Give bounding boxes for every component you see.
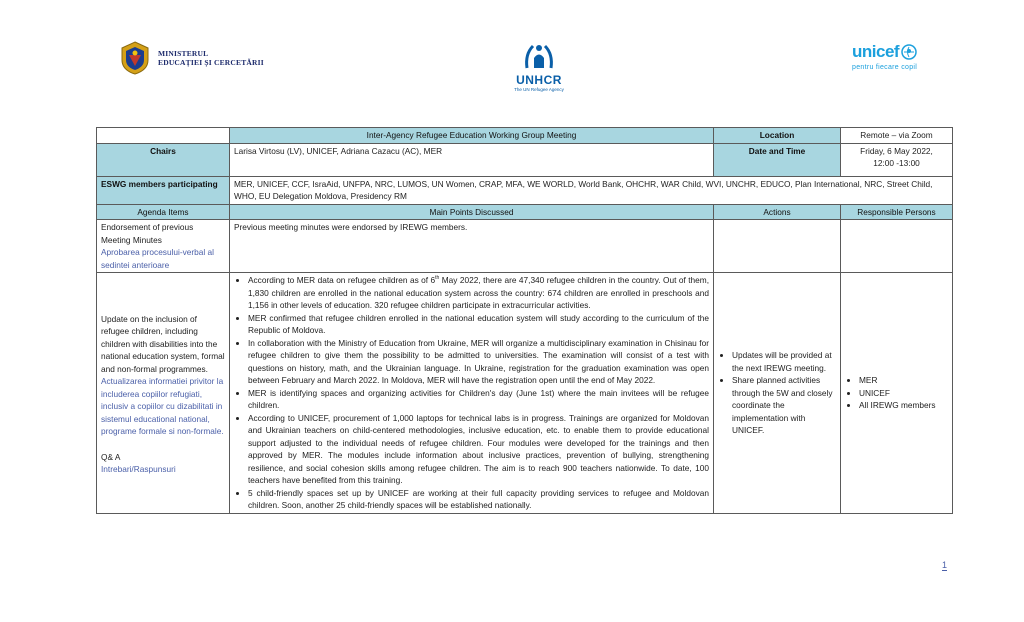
agenda-item-inclusion-ro: Actualizarea informatiei privitor la includerea copiilor refugiati, inclusiv a copiilor cu dizabilitati in sistemul educational national, programe formale si non-formale.: [101, 376, 224, 437]
members-row: [97, 176, 953, 204]
actions-list: [718, 349, 836, 437]
time-value: 12:00 -13:00: [873, 158, 920, 168]
title-row: [97, 128, 953, 144]
unicef-tagline: pentru fiecare copil: [852, 64, 918, 71]
ministry-name-line2: EDUCAȚIEI ȘI CERCETĂRII: [158, 58, 264, 67]
column-header-row: [97, 204, 953, 220]
list-item: • MER confirmed that refugee children enrolled in the national education system will study according to the curriculum of the Republic of Moldova.: [248, 312, 709, 337]
responsible-inclusion: [841, 273, 953, 514]
list-item: • UNICEF: [859, 387, 948, 400]
unicef-globe-icon: [901, 44, 917, 60]
page-number: 1: [942, 560, 948, 570]
agenda-item-minutes-en: Endorsement of previous Meeting Minutes: [101, 222, 194, 245]
actions-inclusion: [714, 273, 841, 514]
list-item: • Share planned activities through the 5W and closely coordinate the implementation with UNICEF.: [732, 374, 836, 437]
datetime-value: [841, 143, 953, 176]
list-item: • MER is identifying spaces and organizing activities for Children's day (June 1st) where the main invitees will be refugee children.: [248, 387, 709, 412]
responsible-list: [845, 374, 948, 412]
list-item: • MER: [859, 374, 948, 387]
agenda-item-qa-ro: Intrebari/Raspunsuri: [101, 464, 176, 475]
points-minutes: Previous meeting minutes were endorsed by IREWG members.: [230, 220, 714, 273]
ministry-logo: [118, 40, 264, 76]
chairs-row: [97, 143, 953, 176]
list-item: • All IREWG members: [859, 399, 948, 412]
logo-bar: [0, 38, 1024, 98]
responsible-minutes: [841, 220, 953, 273]
actions-column-header: Actions: [714, 204, 841, 220]
responsible-column-header: Responsible Persons: [841, 204, 953, 220]
meeting-minutes-table: [96, 127, 953, 514]
agenda-column-header: Agenda Items: [97, 204, 230, 220]
list-item: • 5 child-friendly spaces set up by UNICEF are working at their full capacity providing services to refugee and Moldovan children. Soon, another 25 child-friendly spaces will be established nationally.: [248, 487, 709, 512]
members-label: ESWG members participating: [97, 176, 230, 204]
agenda-row-inclusion: [97, 273, 953, 514]
points-inclusion: [230, 273, 714, 514]
list-item: • In collaboration with the Ministry of Education from Ukraine, MER will organize a multidisciplinary examination in Chisinau for refugee children to give them the possibility to be admitted to universities. The examination will consist of a test with questions on history, math, and the Ukrainian language. In Ukraine, registration for the graduation examination was open between February and March 2022. In Moldova, MER will have the registration open until the end of May 2022.: [248, 337, 709, 387]
chairs-value: Larisa Virtosu (LV), UNICEF, Adriana Cazacu (AC), MER: [230, 143, 714, 176]
unhcr-emblem-icon: [521, 40, 557, 70]
unicef-wordmark: unicef: [852, 42, 900, 61]
agenda-row-minutes: [97, 220, 953, 273]
location-value: Remote – via Zoom: [841, 128, 953, 144]
members-value: MER, UNICEF, CCF, IsraAid, UNFPA, NRC, LUMOS, UN Women, CRAP, MFA, WE WORLD, World Bank, OHCHR, WAR Child, WVI, UNCHR, EDUCO, Plan International, NRC, Street Child, WHO, EU Delegation Moldova, Presidency RM: [230, 176, 953, 204]
points-column-header: Main Points Discussed: [230, 204, 714, 220]
unhcr-logo: [511, 40, 567, 92]
points-list: [234, 274, 709, 512]
unhcr-tagline: The UN Refugee Agency: [514, 87, 564, 92]
list-item: • According to MER data on refugee children as of 6th May 2022, there are 47,340 refugee children in the country. Out of them, 1,830 children are enrolled in the national education system across the country: 674 children are enrolled in preschools and 1,156 in other levels of education. 320 refugee children participate in extracurricular activities.: [248, 274, 709, 312]
empty-corner-cell: [97, 128, 230, 144]
list-item: • According to UNICEF, procurement of 1,000 laptops for technical labs is in progress. Trainings are organized for Moldovan and Ukrainian teachers on child-centered methodologies, inclusive education, etc. to enable them to provide educational support adjusted to the individual needs of refugee children. Four modules were developed for the trainings and then approved by MER. The modules include information about inclusive practices, prevention of bullying, strengthening resilience, and social cohesion skills among refugee children. The aim is to reach 900 teachers nationwide. To date, 100 teachers have benefited from this training.: [248, 412, 709, 487]
unhcr-wordmark: UNHCR: [516, 73, 562, 87]
meeting-title: Inter-Agency Refugee Education Working Group Meeting: [230, 128, 714, 144]
chairs-label: Chairs: [97, 143, 230, 176]
unicef-logo: [852, 42, 932, 71]
agenda-item-minutes: [97, 220, 230, 273]
agenda-item-qa-en: Q& A: [101, 451, 121, 462]
agenda-item-inclusion-en: Update on the inclusion of refugee children, including children with disabilities into the national education system, formal and non-formal programmes.: [101, 313, 225, 374]
list-item: • Updates will be provided at the next IREWG meeting.: [732, 349, 836, 374]
date-value: Friday, 6 May 2022,: [860, 145, 933, 156]
agenda-item-minutes-ro: Aprobarea procesului-verbal al sedintei anterioare: [101, 247, 214, 270]
datetime-label: Date and Time: [714, 143, 841, 176]
actions-minutes: [714, 220, 841, 273]
location-label: Location: [714, 128, 841, 144]
agenda-item-inclusion: [97, 273, 230, 514]
moldova-coat-of-arms-icon: [118, 40, 152, 76]
ministry-name-line1: MINISTERUL: [158, 49, 209, 58]
